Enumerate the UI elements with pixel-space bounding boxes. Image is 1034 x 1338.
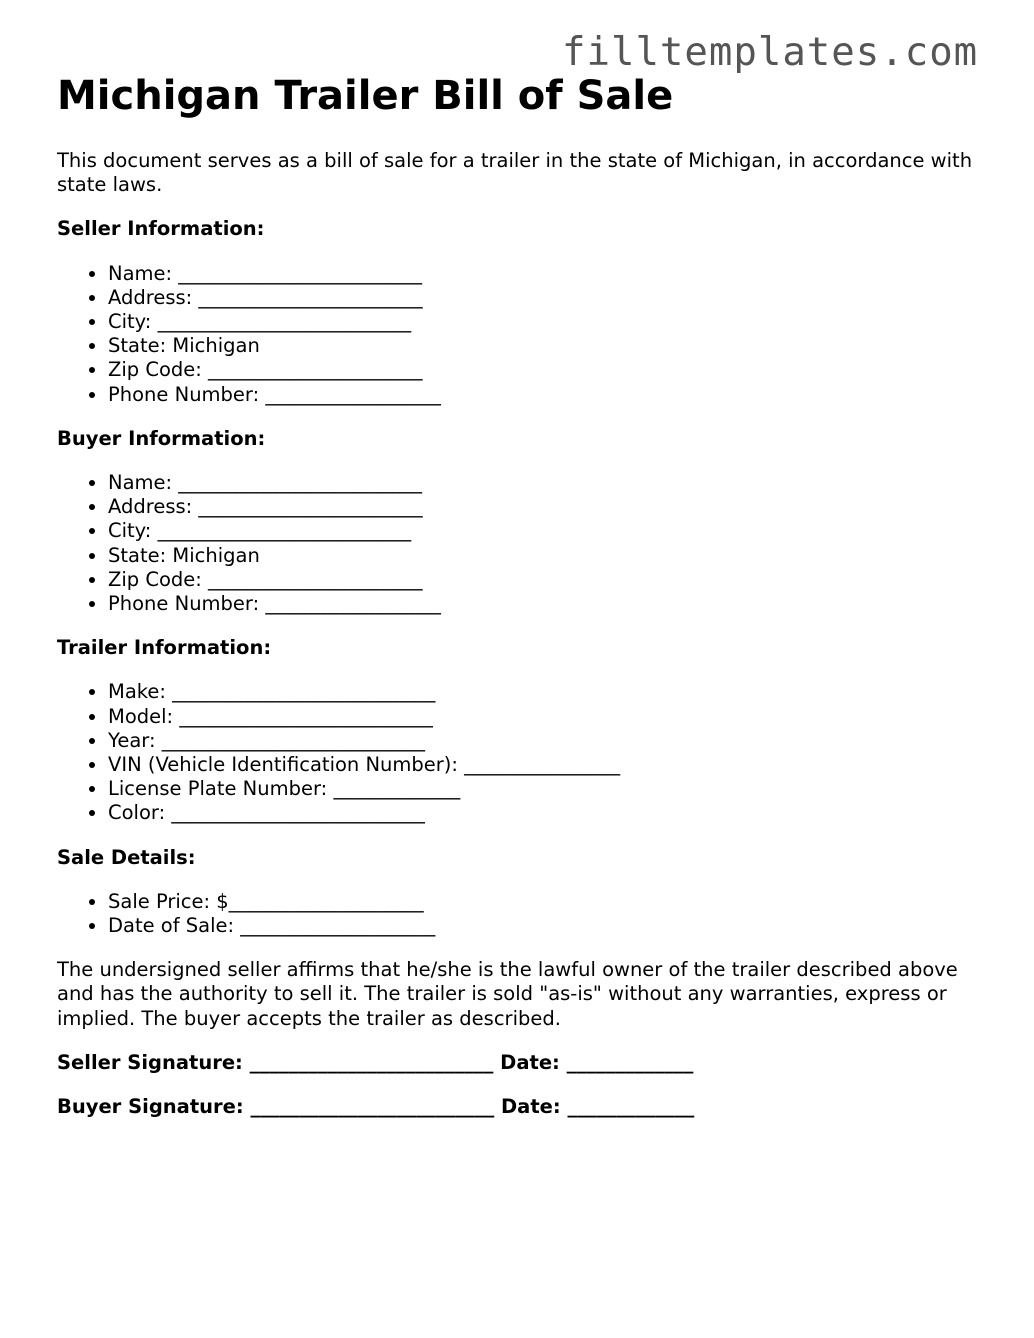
buyer-address-field: • Address: _______________________ xyxy=(108,495,977,519)
trailer-year-field: • Year: ___________________________ xyxy=(108,729,977,753)
seller-zip-field: • Zip Code: ______________________ xyxy=(108,358,977,382)
seller-address-field: • Address: _______________________ xyxy=(108,286,977,310)
seller-signature-line: Seller Signature: _________________________ Date: _____________ xyxy=(57,1050,694,1074)
document-body xyxy=(57,149,977,1139)
buyer-info-heading: Buyer Information: xyxy=(57,426,266,450)
seller-phone-field: • Phone Number: __________________ xyxy=(108,383,977,407)
trailer-model-field: • Model: __________________________ xyxy=(108,705,977,729)
buyer-signature-line: Buyer Signature: _________________________ Date: _____________ xyxy=(57,1095,695,1119)
trailer-info-heading: Trailer Information: xyxy=(57,636,272,660)
trailer-make-field: • Make: ___________________________ xyxy=(108,680,977,704)
buyer-name-field: • Name: _________________________ xyxy=(108,471,977,495)
buyer-phone-field: • Phone Number: __________________ xyxy=(108,592,977,616)
seller-name-field: • Name: _________________________ xyxy=(108,262,977,286)
seller-state-field: • State: Michigan xyxy=(108,334,977,358)
seller-info-list xyxy=(57,262,977,407)
buyer-info-list xyxy=(57,471,977,616)
seller-affirmation-paragraph: The undersigned seller affirms that he/she is the lawful owner of the trailer described above and has the authority to sell it. The trailer is sold "as-is" without any warranties, express or implied. The buyer accepts the trailer as described. xyxy=(57,958,958,1030)
seller-info-heading: Seller Information: xyxy=(57,217,265,241)
trailer-plate-field: • License Plate Number: _____________ xyxy=(108,777,977,801)
sale-price-field: • Sale Price: $____________________ xyxy=(108,890,977,914)
document-title: Michigan Trailer Bill of Sale xyxy=(57,73,674,119)
site-watermark: filltemplates.com xyxy=(562,30,979,75)
sale-details-list xyxy=(57,890,977,938)
trailer-info-list xyxy=(57,680,977,825)
buyer-state-field: • State: Michigan xyxy=(108,544,977,568)
seller-city-field: • City: __________________________ xyxy=(108,310,977,334)
intro-paragraph: This document serves as a bill of sale for a trailer in the state of Michigan, in accordance with state laws. xyxy=(57,149,973,197)
trailer-color-field: • Color: __________________________ xyxy=(108,801,977,825)
buyer-city-field: • City: __________________________ xyxy=(108,519,977,543)
trailer-vin-field: • VIN (Vehicle Identification Number): ________________ xyxy=(108,753,977,777)
sale-details-heading: Sale Details: xyxy=(57,845,196,869)
sale-date-field: • Date of Sale: ____________________ xyxy=(108,914,977,938)
buyer-zip-field: • Zip Code: ______________________ xyxy=(108,568,977,592)
